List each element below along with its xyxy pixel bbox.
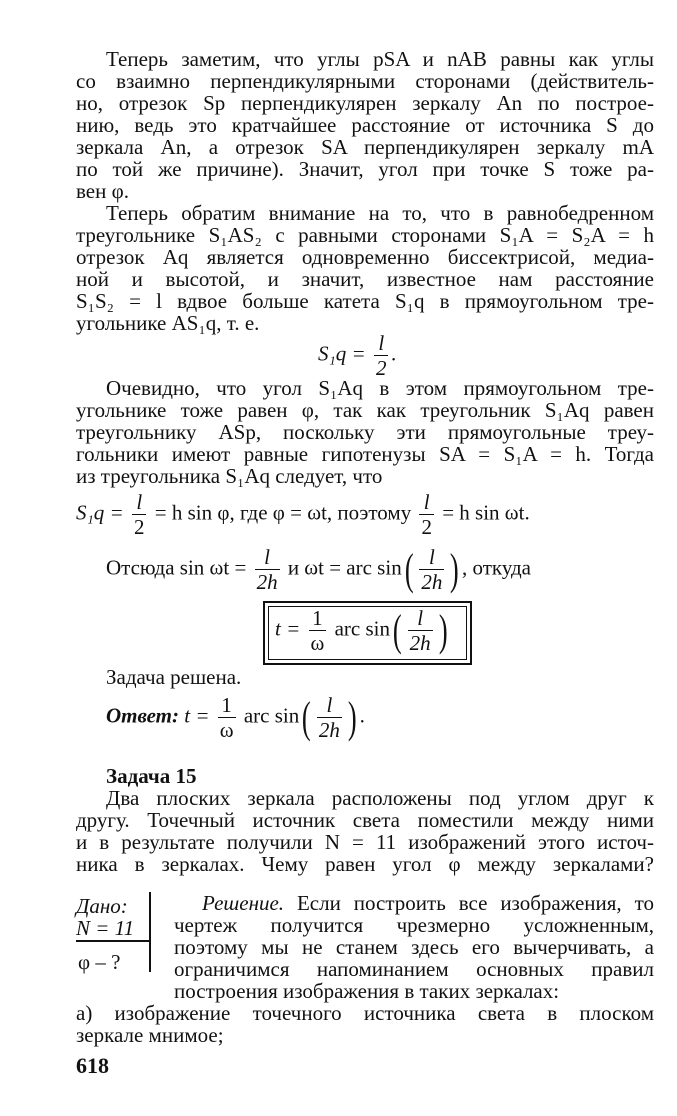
text-line: поэтому мы не станем здесь его вычерчивать, а xyxy=(174,935,654,959)
eq-lhs: t = xyxy=(275,616,301,641)
text-line: Теперь заметим, что углы pSA и nAB равны как углы xyxy=(106,47,654,71)
task-title: Задача 15 xyxy=(106,764,197,788)
eq-lead: Отсюда sin ωt = xyxy=(106,555,247,580)
text-line: гольники имеют равные гипотенузы SA = S₁A = h. Тогда xyxy=(76,442,654,466)
task-solved-text: Задача решена. xyxy=(106,665,242,689)
eq-lhs: S₁q = xyxy=(76,500,124,525)
denominator: 2h xyxy=(256,570,278,594)
text-line: зеркале мнимое; xyxy=(76,1023,224,1047)
given-unknown: φ – ? xyxy=(78,950,121,974)
left-paren: ( xyxy=(404,544,414,594)
right-paren: ) xyxy=(438,605,448,655)
denominator: 2 xyxy=(133,515,145,539)
fraction xyxy=(419,545,444,594)
eq-middle: = h sin φ, где φ = ωt, поэтому xyxy=(154,500,412,525)
text-line: отрезок Aq является одновременно биссектрисой, медиа- xyxy=(76,245,654,269)
text-line: S₁S₂ = l вдвое больше катета S₁q в прямоугольном тре- xyxy=(76,289,654,313)
numerator: 1 xyxy=(309,606,327,631)
denominator: 2 xyxy=(375,356,387,380)
numerator: l xyxy=(317,693,342,718)
text-line: треугольнике S₁AS₂ с равными сторонами S₁A = S₂A = h xyxy=(76,223,654,247)
text-line: вен φ. xyxy=(76,179,129,203)
text-line: другу. Точечный источник света поместили между ними xyxy=(76,808,654,832)
text-line: ника в зеркалах. Чему равен угол φ между зеркалами? xyxy=(76,852,654,876)
page-number: 618 xyxy=(76,1053,109,1078)
eq-lhs: t = xyxy=(184,703,210,728)
text-line: зеркала An, а отрезок SA перпендикулярен зеркалу mA xyxy=(76,135,654,159)
numerator: l xyxy=(408,606,433,631)
text-line: угольнике AS₁q, т. е. xyxy=(76,311,260,335)
left-paren: ( xyxy=(392,605,402,655)
denominator: ω xyxy=(310,631,325,655)
text-line: Очевидно, что угол S₁Aq в этом прямоугольном тре- xyxy=(106,376,654,400)
left-paren: ( xyxy=(302,692,311,742)
denominator: 2 xyxy=(421,515,432,539)
denominator: 2h xyxy=(409,631,431,655)
text-line: а) изображение точечного источника света в плоском xyxy=(76,1001,654,1025)
fraction xyxy=(132,490,147,539)
eq-function: arc sin xyxy=(334,616,390,641)
solution-label: Решение. xyxy=(202,891,285,915)
text-line: угольнике тоже равен φ, так как треугольник S₁Aq равен xyxy=(76,398,654,422)
denominator: ω xyxy=(219,718,234,742)
right-paren: ) xyxy=(450,544,460,594)
numerator: l xyxy=(419,545,444,570)
eq-tail: , откуда xyxy=(462,555,532,580)
denominator: 2h xyxy=(421,570,443,594)
text-line: чертеж получится чрезмерно усложненным, xyxy=(174,913,654,937)
boxed-formula xyxy=(275,606,450,655)
eq-lhs: S₁q = xyxy=(318,341,366,366)
text-line: со взаимно перпендикулярными сторонами (действитель- xyxy=(76,69,654,93)
eq-rhs: = h sin ωt. xyxy=(442,500,530,525)
given-divider xyxy=(149,892,151,972)
text-line: из треугольника S₁Aq следует, что xyxy=(76,464,383,488)
text-line: ограничимся напоминанием основных правил xyxy=(174,957,654,981)
eq-tail: . xyxy=(359,703,365,728)
text-line: по той же причине). Значит, угол при точке S тоже ра- xyxy=(76,157,654,181)
fraction xyxy=(218,693,236,742)
fraction xyxy=(309,606,327,655)
fraction xyxy=(374,331,389,380)
text-line: нию, ведь это кратчайшее расстояние от источника S до xyxy=(76,113,654,137)
answer-formula xyxy=(106,693,365,742)
boxed-result xyxy=(263,601,472,665)
right-paren: ) xyxy=(347,692,357,742)
equation-s1q xyxy=(318,331,397,380)
text-line: и в результате получили N = 11 изображений этого источ- xyxy=(76,830,654,854)
numerator: 1 xyxy=(218,693,236,718)
numerator: l xyxy=(419,490,434,515)
given-value: N = 11 xyxy=(76,916,135,940)
text-line: но, отрезок Sp перпендикулярен зеркалу An по построе- xyxy=(76,91,654,115)
equation-omega-t xyxy=(106,545,531,594)
given-block xyxy=(76,892,162,972)
eq-tail: . xyxy=(391,341,397,366)
given-label: Дано: xyxy=(76,894,128,918)
eq-middle: и ωt = arc sin xyxy=(287,555,402,580)
text-line: ной и высотой, и значит, известное нам расстояние xyxy=(76,267,654,291)
eq-function: arc sin xyxy=(243,703,300,728)
numerator: l xyxy=(132,490,147,515)
text-line: треугольнику ASp, поскольку эти прямоугольные треу- xyxy=(76,420,654,444)
text-line: Теперь обратим внимание на то, что в равнобедренном xyxy=(106,201,654,225)
fraction xyxy=(419,490,434,539)
numerator: l xyxy=(374,331,389,356)
solution-text: Если построить все изображения, то xyxy=(284,891,654,915)
fraction xyxy=(317,693,342,742)
fraction xyxy=(255,545,280,594)
fraction xyxy=(408,606,433,655)
denominator: 2h xyxy=(318,718,340,742)
text-line: построения изображения в таких зеркалах: xyxy=(174,979,560,1003)
equation-sin-phi xyxy=(76,490,530,539)
answer-label: Ответ: xyxy=(106,703,179,728)
text-line xyxy=(174,892,654,914)
text-line: Два плоских зеркала расположены под углом друг к xyxy=(106,786,654,810)
numerator: l xyxy=(255,545,280,570)
